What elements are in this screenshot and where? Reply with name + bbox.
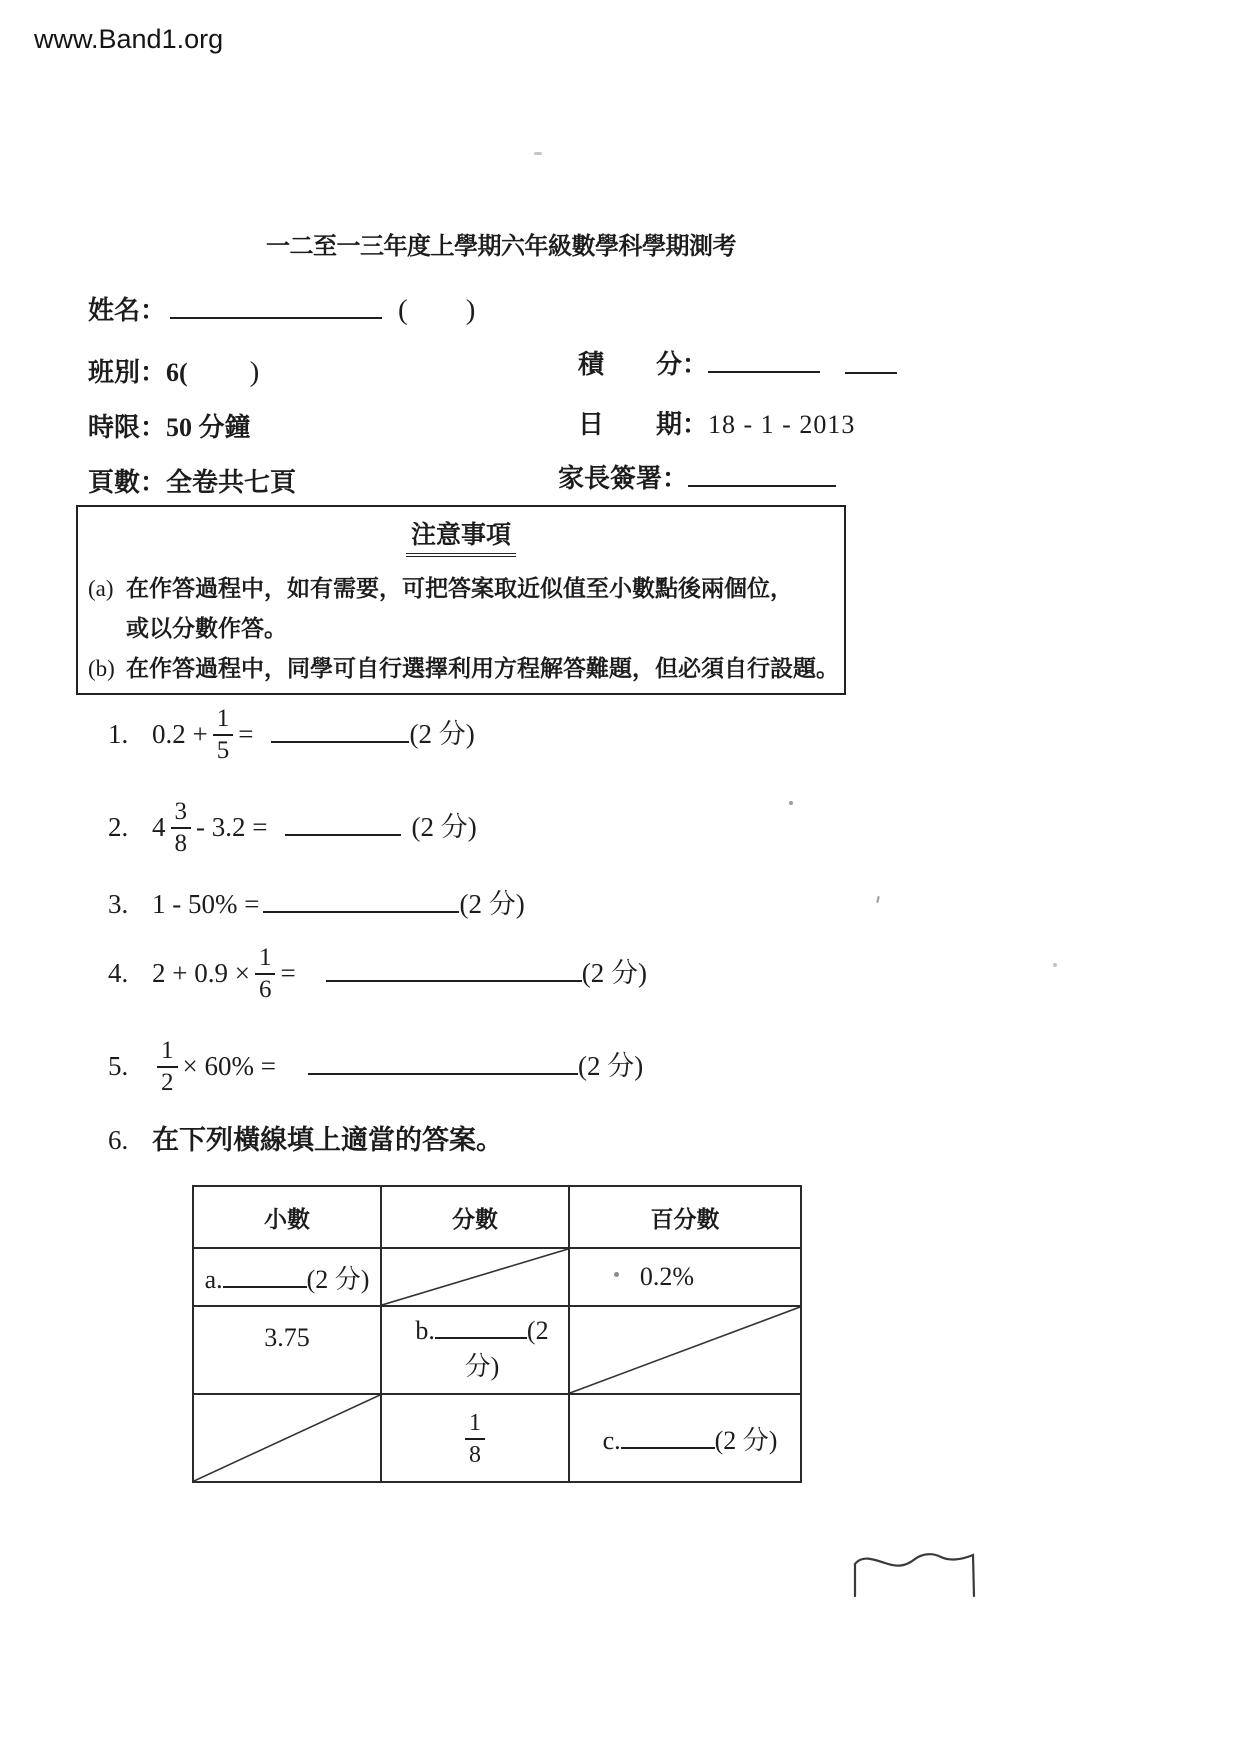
answer-label: b. — [415, 1316, 435, 1345]
question-6 — [108, 1118, 503, 1157]
date-value: 18 - 1 - 2013 — [708, 410, 856, 439]
scan-artifact-dot — [614, 1272, 619, 1277]
notice-line: 在作答過程中，同學可自行選擇利用方程解答難題，但必須自行設題。 — [126, 656, 839, 681]
question-4 — [108, 945, 647, 1007]
notice-item-a — [88, 569, 836, 649]
fraction — [171, 797, 192, 859]
answer-blank — [285, 807, 401, 836]
equals-sign: = — [280, 958, 296, 989]
cell-decimal-value: 3.75 — [193, 1306, 381, 1394]
answer-blank — [435, 1311, 527, 1339]
scan-artifact-dot — [876, 896, 880, 903]
name-blank — [170, 291, 382, 319]
notice-items — [88, 569, 839, 689]
answer-blank — [223, 1260, 307, 1288]
question-expression: × 60% = — [182, 1051, 276, 1082]
name-label: 姓名： — [88, 296, 167, 325]
fraction — [465, 1408, 485, 1470]
marks-label: (2 分) — [577, 1051, 644, 1082]
notice-item-text — [126, 569, 793, 649]
cell-answer-a — [193, 1248, 381, 1306]
question-1 — [108, 706, 475, 768]
time-label: 時限：50 分鐘 — [88, 413, 251, 442]
table-header-row — [193, 1186, 801, 1248]
date-label: 日 期： — [578, 410, 709, 439]
cell-crossed-out — [569, 1306, 801, 1394]
fraction — [157, 1036, 178, 1098]
fraction — [255, 943, 276, 1005]
question-expression: - 3.2 = — [196, 812, 268, 843]
fraction-denominator: 2 — [161, 1069, 174, 1096]
question-expression: 4 — [152, 812, 166, 843]
cell-fraction-value — [381, 1394, 569, 1482]
answer-blank — [263, 884, 459, 913]
question-5 — [108, 1038, 643, 1100]
fraction-denominator: 6 — [258, 976, 272, 1003]
marks-label: (2 分) — [411, 812, 477, 843]
answer-label: a. — [204, 1264, 223, 1294]
table-row — [193, 1248, 801, 1306]
pages-row — [88, 462, 296, 499]
header-percentage: 百分數 — [569, 1186, 801, 1248]
header-fraction: 分數 — [381, 1186, 569, 1248]
fraction — [213, 704, 234, 766]
cell-answer-c — [569, 1394, 801, 1482]
watermark: www.Band1.org — [34, 24, 224, 54]
notice-line: 在作答過程中，如有需要，可把答案取近似值至小數點後兩個位， — [126, 576, 793, 601]
answer-blank — [621, 1421, 715, 1449]
scan-tear-mark — [848, 1550, 982, 1600]
marks-label: (2 分) — [306, 1264, 370, 1294]
marks-label: (2 分) — [464, 1316, 549, 1381]
cell-answer-b — [381, 1306, 569, 1394]
time-row — [88, 407, 251, 444]
notice-line: 或以分數作答。 — [126, 616, 287, 641]
question-number: 6. — [108, 1125, 129, 1155]
score-row — [578, 344, 820, 381]
question-2 — [108, 799, 477, 861]
score-blank — [708, 345, 820, 373]
fraction-numerator: 1 — [255, 943, 276, 975]
scan-artifact-dot — [1053, 963, 1057, 967]
question-number: 2. — [108, 812, 129, 843]
answer-blank — [271, 714, 409, 743]
question-number: 5. — [108, 1051, 129, 1082]
marks-label: (2 分) — [409, 719, 475, 750]
fraction-numerator: 1 — [213, 704, 234, 736]
question-expression: 2 + 0.9 × — [152, 958, 250, 989]
marks-label: (2 分) — [714, 1425, 778, 1455]
answer-label: c. — [602, 1425, 621, 1455]
table-row — [193, 1306, 801, 1394]
date-row — [578, 404, 855, 441]
equals-sign: = — [238, 719, 254, 750]
cell-crossed-out — [193, 1394, 381, 1482]
notice-item-b — [88, 649, 839, 689]
class-label: 班別：6( — [88, 358, 188, 387]
question-3 — [108, 882, 525, 921]
name-paren-open: ( — [398, 294, 408, 326]
name-paren-close: ) — [465, 294, 476, 326]
notice-item-prefix: (b) — [88, 656, 115, 681]
fraction-denominator: 8 — [469, 1441, 481, 1468]
score-blank-dash — [845, 372, 897, 374]
notice-title: 注意事項 — [406, 515, 516, 557]
answer-blank — [308, 1046, 578, 1075]
scan-artifact-dot — [534, 152, 542, 155]
parent-sign-blank — [688, 459, 836, 487]
scan-artifact-dot — [789, 801, 793, 805]
cell-crossed-out — [381, 1248, 569, 1306]
answer-blank — [326, 953, 582, 982]
question-number: 1. — [108, 719, 129, 750]
fraction-denominator: 5 — [216, 737, 230, 764]
class-row — [88, 352, 259, 389]
name-row — [88, 290, 475, 327]
notice-box — [76, 505, 846, 695]
fraction-numerator: 1 — [465, 1408, 485, 1440]
fraction-numerator: 1 — [157, 1036, 178, 1068]
pages-label: 頁數：全卷共七頁 — [88, 468, 297, 497]
question-number: 4. — [108, 958, 129, 989]
fraction-numerator: 3 — [171, 797, 192, 829]
marks-label: (2 分) — [459, 889, 525, 919]
question-expression: 1 - 50% = — [152, 889, 260, 919]
notice-item-prefix: (a) — [88, 576, 114, 601]
header-decimal: 小數 — [193, 1186, 381, 1248]
marks-label: (2 分) — [581, 958, 647, 989]
table-row — [193, 1394, 801, 1482]
question-text: 在下列橫線填上適當的答案。 — [152, 1125, 503, 1155]
class-paren-close: ) — [249, 356, 260, 388]
score-label: 積 分： — [578, 350, 709, 379]
question-expression: 0.2 + — [152, 719, 208, 750]
notice-item-text — [126, 649, 839, 689]
cell-percent-value: 0.2% — [569, 1248, 801, 1306]
fraction-denominator: 8 — [174, 830, 187, 857]
conversion-table — [192, 1185, 802, 1483]
parent-sign-row — [558, 458, 836, 495]
exam-title: 一二至一三年度上學期六年級數學科學期測考 — [266, 234, 736, 260]
question-number: 3. — [108, 889, 129, 919]
parent-sign-label: 家長簽署： — [558, 464, 689, 493]
